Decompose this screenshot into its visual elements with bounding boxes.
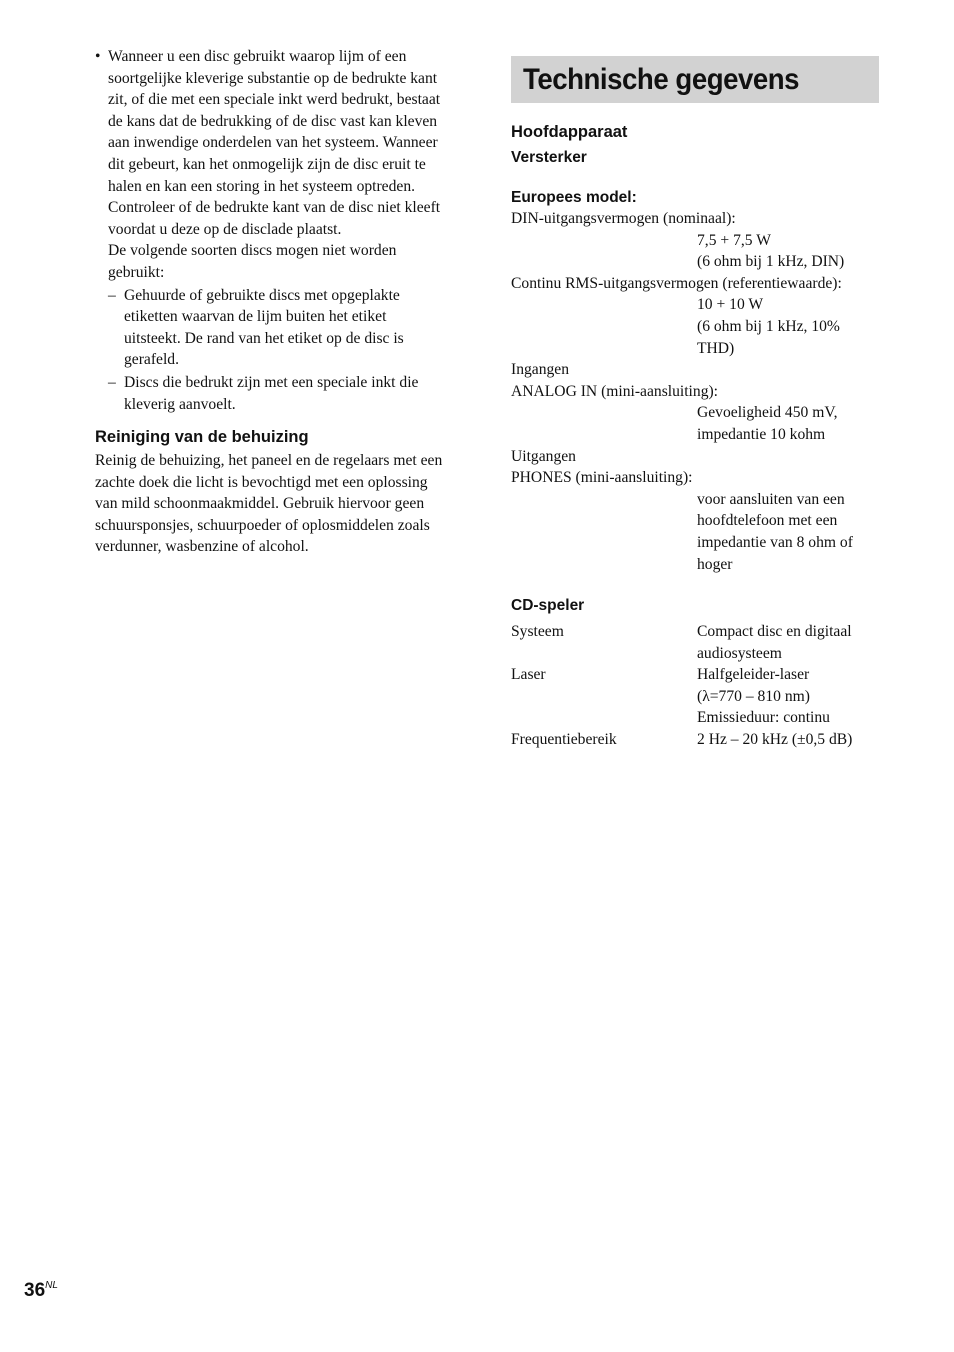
spec-value: hoger: [697, 555, 733, 573]
model-heading: Europees model:: [511, 189, 637, 206]
cleaning-heading: Reiniging van de behuizing: [95, 428, 309, 447]
text-line: de kans dat de bedrukking of de disc vast kan kleven: [108, 112, 438, 130]
bullet-mark: •: [95, 48, 101, 65]
cd-heading: CD-speler: [511, 597, 585, 615]
dash-mark: –: [108, 373, 116, 391]
text-line: Halfgeleider-laser: [697, 666, 810, 684]
spec-value: 2 Hz – 20 kHz (±0,5 dB): [697, 731, 853, 749]
spec-label: Systeem: [511, 623, 564, 641]
text-line: etiketten waarvan de lijm buiten het etiket: [124, 308, 387, 326]
page-number-value: 36: [24, 1280, 46, 1301]
text-line: gebruikt:: [108, 263, 165, 281]
text-line: van mild schoonmaakmiddel. Gebruik hiervoor geen: [95, 495, 425, 513]
text-line: Emissieduur: continu: [697, 709, 830, 727]
spec-label: DIN-uitgangsvermogen (nominaal):: [511, 210, 736, 227]
spec-value: 7,5 + 7,5 W: [697, 231, 771, 249]
spec-label: PHONES (mini-aansluiting):: [511, 469, 693, 487]
spec-value: hoofdtelefoon met een: [697, 512, 838, 530]
text-line: dit gebeurt, kan het onmogelijk zijn de disc eruit te: [108, 155, 426, 173]
spec-value: voor aansluiten van een: [697, 490, 845, 508]
spec-row: [511, 621, 879, 664]
text-line: kleverig aanvoelt.: [124, 395, 236, 413]
subsection-heading: Versterker: [511, 149, 587, 166]
spec-value: (6 ohm bij 1 kHz, 10%: [697, 317, 840, 335]
text-line: zachte doek die licht is bevochtigd met een oplossing: [95, 473, 428, 491]
text-line: De volgende soorten discs mogen niet worden: [108, 242, 397, 260]
section-heading: Hoofdapparaat: [511, 123, 628, 141]
text-line: voordat u deze op de disclade plaatst.: [108, 220, 342, 238]
text-line: audiosysteem: [697, 644, 782, 662]
text-line: uitsteekt. De rand van het etiket op de disc is: [124, 329, 404, 347]
left-column: [95, 46, 467, 558]
text-line: gerafeld.: [124, 351, 179, 369]
text-line: Discs die bedrukt zijn met een speciale inkt die: [124, 373, 419, 391]
text-line: Compact disc en digitaal: [697, 623, 852, 641]
spec-value: impedantie 10 kohm: [697, 425, 826, 443]
page-title: Technische gegevens: [523, 62, 800, 96]
spec-row: [511, 664, 879, 729]
right-column: [511, 56, 879, 751]
text-line: halen en kan een storing in het systeem optreden.: [108, 177, 416, 195]
cleaning-paragraph: [95, 450, 467, 558]
dash-item: [95, 372, 467, 415]
page-number: [24, 1280, 58, 1302]
spec-value: Gevoeligheid 450 mV,: [697, 404, 838, 422]
title-bar: [511, 56, 879, 103]
dash-mark: –: [108, 286, 116, 304]
text-line: soortgelijke kleverige substantie op de bedrukte kant: [108, 69, 438, 87]
spec-group-label: Ingangen: [511, 361, 570, 379]
text-line: Wanneer u een disc gebruikt waarop lijm of een: [108, 48, 407, 65]
text-line: aan inwendige onderdelen van het systeem. Wanneer: [108, 134, 438, 152]
spec-value: 10 + 10 W: [697, 296, 764, 314]
spec-group-label: Uitgangen: [511, 447, 576, 465]
text-line: Controleer of de bedrukte kant van de disc niet kleeft: [108, 199, 441, 217]
text-line: Gehuurde of gebruikte discs met opgeplakte: [124, 286, 400, 304]
text-line: Reinig de behuizing, het paneel en de regelaars met een: [95, 452, 443, 470]
text-line: verdunner, wasbenzine of alcohol.: [95, 538, 309, 556]
spec-value: THD): [697, 339, 735, 357]
text-line: (λ=770 – 810 nm): [697, 687, 810, 705]
page-language-suffix: NL: [45, 1280, 58, 1291]
spec-value: (6 ohm bij 1 kHz, DIN): [697, 253, 845, 271]
spec-row: [511, 729, 879, 751]
spec-label: Continu RMS-uitgangsvermogen (referentiewaarde):: [511, 274, 842, 292]
text-line: schuursponsjes, schuurpoeder of oplosmiddelen zoals: [95, 516, 430, 534]
dash-item: [95, 285, 467, 371]
spec-label: Laser: [511, 666, 546, 684]
bullet-text: [108, 46, 467, 284]
spec-value: [697, 664, 879, 729]
spec-value: impedantie van 8 ohm of: [697, 533, 853, 551]
spec-label: Frequentiebereik: [511, 731, 617, 749]
bullet-item: [95, 46, 467, 284]
text-line: zit, of die met een speciale inkt werd bedrukt, bestaat: [108, 91, 441, 109]
spec-label: ANALOG IN (mini-aansluiting):: [511, 382, 719, 400]
spec-value: [697, 621, 879, 664]
